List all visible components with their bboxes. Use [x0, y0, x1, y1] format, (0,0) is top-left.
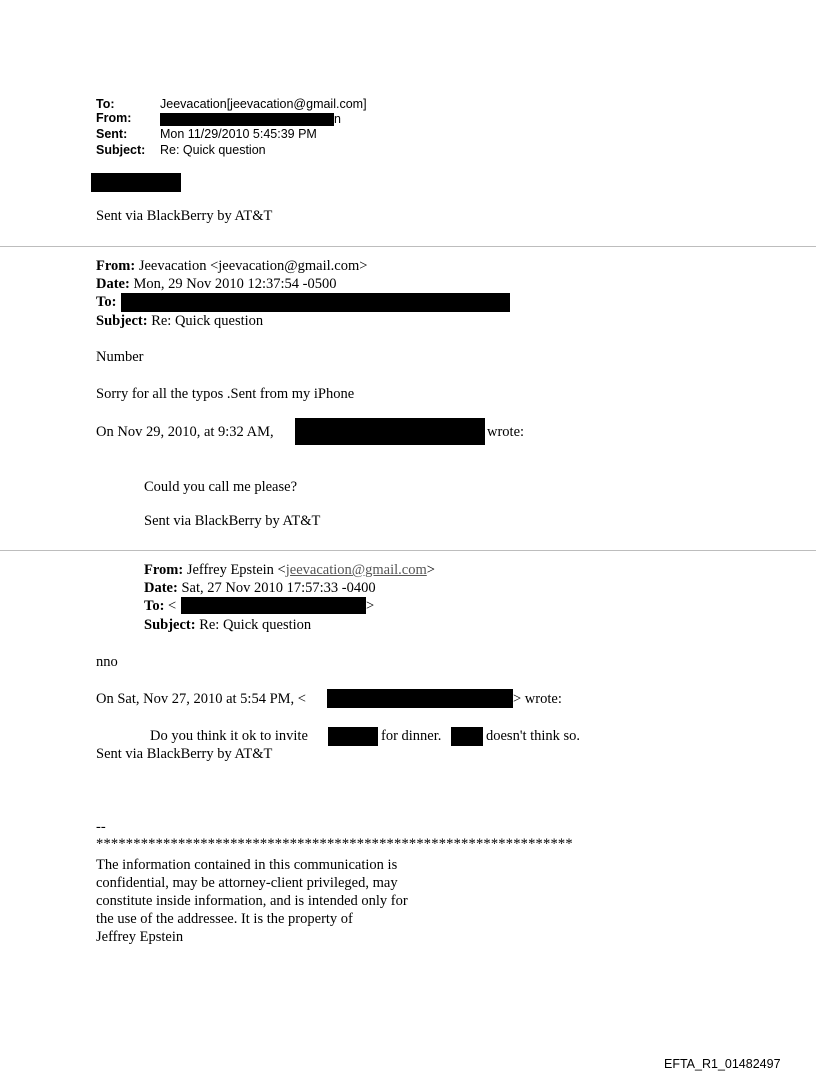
subject-value: Re: Quick question [160, 143, 266, 157]
date-value: Mon, 29 Nov 2010 12:37:54 -0500 [133, 276, 337, 292]
quoted-text: Do you think it ok to invite [150, 728, 308, 744]
redaction-block [328, 727, 378, 746]
from-label: From: [144, 562, 184, 578]
sent-label: Sent: [96, 127, 128, 141]
to-open: < [168, 598, 177, 614]
quoted-text: doesn't think so. [486, 728, 581, 744]
divider [0, 550, 816, 551]
divider [0, 246, 816, 247]
date-label: Date: [144, 580, 178, 596]
date-value: Sat, 27 Nov 2010 17:57:33 -0400 [181, 580, 376, 596]
quoted-text: Could you call me please? [144, 479, 298, 495]
subject-label: Subject: [144, 617, 196, 633]
msg2-to [96, 294, 116, 311]
from-label: From: [96, 258, 136, 274]
subject-label: Subject: [96, 313, 148, 329]
to-close: > [366, 598, 375, 614]
quote-intro: On Nov 29, 2010, at 9:32 AM, [96, 424, 274, 440]
from-close: > [426, 562, 435, 578]
quote-intro: On Sat, Nov 27, 2010 at 5:54 PM, < [96, 691, 306, 707]
body-text: Number [96, 349, 144, 365]
msg3-subject [144, 617, 311, 634]
sent-value: Mon 11/29/2010 5:45:39 PM [160, 127, 317, 141]
separator-dashes: -- [96, 819, 106, 835]
date-label: Date: [96, 276, 130, 292]
subject-label: Subject: [96, 143, 146, 157]
redaction-block [181, 597, 366, 614]
redaction-block [327, 689, 513, 708]
quoted-text: for dinner. [381, 728, 442, 744]
body-text: nno [96, 654, 118, 670]
msg3-from [144, 562, 435, 579]
redaction-block [295, 418, 485, 445]
msg2-from [96, 258, 367, 275]
from-name: Jeffrey Epstein < [186, 562, 286, 578]
msg2-subject [96, 313, 263, 330]
to-label: To: [96, 97, 115, 111]
subject-value: Re: Quick question [151, 313, 264, 329]
quote-intro-suffix: wrote: [487, 424, 525, 440]
msg3-date [144, 580, 376, 597]
subject-value: Re: Quick question [199, 617, 312, 633]
redaction-block [121, 293, 510, 312]
quoted-signature: Sent via BlackBerry by AT&T [144, 513, 321, 529]
to-label: To: [96, 294, 117, 310]
msg2-date [96, 276, 336, 293]
from-label: From: [96, 111, 132, 125]
redaction-block [160, 113, 334, 126]
redaction-block [451, 727, 483, 746]
email-link[interactable]: jeevacation@gmail.com [285, 562, 427, 578]
to-value: Jeevacation[jeevacation@gmail.com] [160, 97, 367, 111]
redaction-block [91, 173, 181, 192]
document-id: EFTA_R1_01482497 [664, 1057, 781, 1071]
from-value: Jeevacation <jeevacation@gmail.com> [138, 258, 368, 274]
to-label: To: [144, 598, 165, 614]
signature-line: Sent via BlackBerry by AT&T [96, 208, 273, 224]
quoted-signature: Sent via BlackBerry by AT&T [96, 746, 273, 762]
quote-intro-suffix: > wrote: [513, 691, 562, 707]
separator-stars: **************************************************************** [96, 836, 573, 852]
from-value-tail: n [334, 112, 341, 126]
confidentiality-notice: The information contained in this communication is confidential, may be attorney-client privileged, may constitute inside information, and is intended only for the use of the addressee. It is the property of Jeffrey Epstein [96, 857, 408, 945]
body-text: Sorry for all the typos .Sent from my iPhone [96, 386, 355, 402]
msg3-to [144, 598, 176, 615]
